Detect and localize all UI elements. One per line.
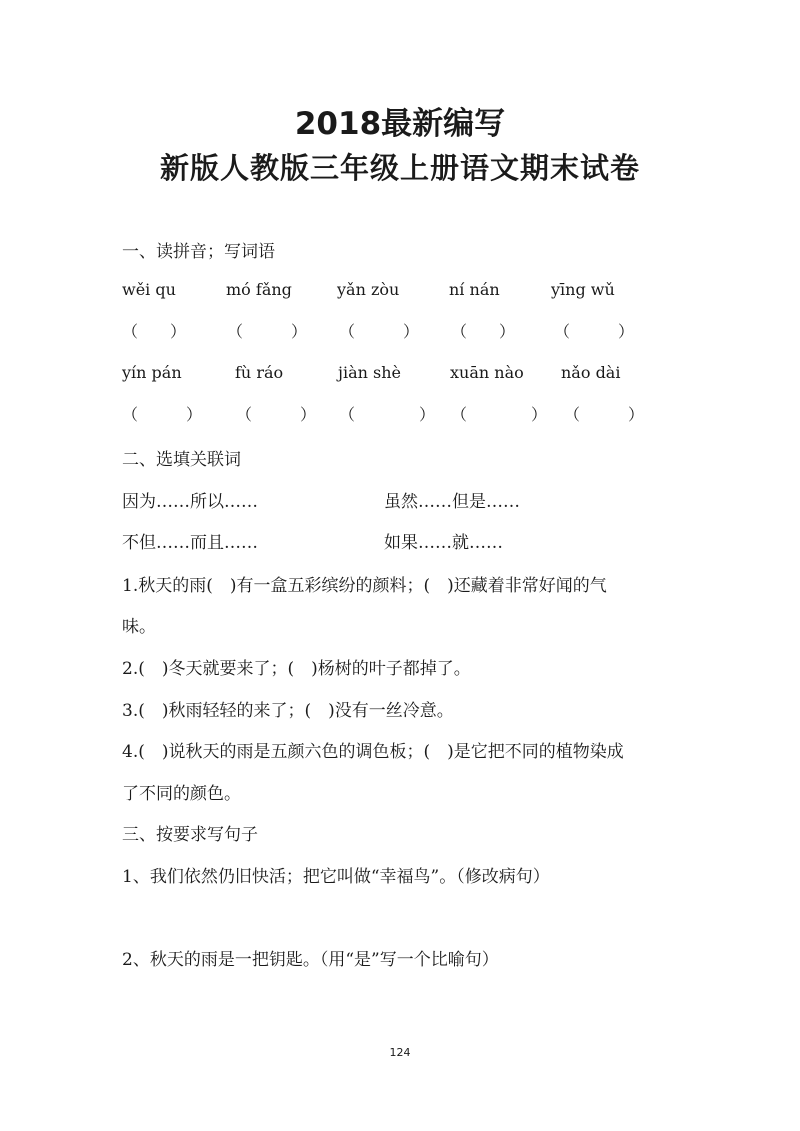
section2-heading: 二、选填关联词 — [122, 450, 241, 470]
pinyin-item: fù ráo — [235, 363, 284, 382]
conjunction-option: 不但……而且…… — [122, 533, 258, 553]
answer-blank: （ ） — [236, 405, 317, 424]
pinyin-item: mó fǎng — [226, 280, 292, 299]
question-4-line1: 4.( )说秋天的雨是五颜六色的调色板；( )是它把不同的植物染成 — [122, 742, 624, 762]
document-title-line2: 新版人教版三年级上册语文期末试卷 — [159, 151, 640, 185]
document-title-line1: 2018最新编写 — [294, 106, 506, 142]
section3-heading: 三、按要求写句子 — [122, 825, 258, 845]
question-1-line1: 1.秋天的雨( )有一盒五彩缤纷的颜料；( )还藏着非常好闻的气 — [122, 576, 607, 596]
pinyin-item: yǎn zòu — [337, 280, 400, 299]
answer-blank: （ ） — [451, 405, 548, 424]
answer-blank: （ ） — [122, 322, 187, 341]
answer-blank: （ ） — [554, 322, 635, 341]
pinyin-item: wěi qu — [122, 280, 176, 299]
answer-blank: （ ） — [564, 405, 645, 424]
conjunction-option: 因为……所以…… — [122, 492, 258, 512]
sentence-question-2: 2、秋天的雨是一把钥匙。（用“是”写一个比喻句） — [122, 950, 499, 970]
question-1-line2: 味。 — [122, 617, 156, 637]
answer-blank: （ ） — [122, 405, 203, 424]
pinyin-item: xuān nào — [450, 363, 524, 382]
sentence-question-1: 1、我们依然仍旧快活；把它叫做“幸福鸟”。（修改病句） — [122, 867, 550, 887]
question-4-line2: 了不同的颜色。 — [122, 784, 241, 804]
conjunction-option: 虽然……但是…… — [384, 492, 520, 512]
page-number: 124 — [389, 1046, 411, 1059]
answer-blank: （ ） — [339, 322, 420, 341]
pinyin-item: jiàn shè — [338, 363, 401, 382]
pinyin-item: ní nán — [449, 280, 500, 299]
answer-blank: （ ） — [227, 322, 308, 341]
question-3: 3.( )秋雨轻轻的来了；( )没有一丝冷意。 — [122, 701, 454, 721]
pinyin-item: nǎo dài — [561, 363, 621, 382]
pinyin-item: yín pán — [122, 363, 182, 382]
question-2: 2.( )冬天就要来了；( )杨树的叶子都掉了。 — [122, 659, 471, 679]
answer-blank: （ ） — [339, 405, 436, 424]
conjunction-option: 如果……就…… — [384, 533, 503, 553]
pinyin-item: yīng wǔ — [551, 280, 615, 299]
answer-blank: （ ） — [451, 322, 516, 341]
section1-heading: 一、读拼音；写词语 — [122, 242, 275, 262]
